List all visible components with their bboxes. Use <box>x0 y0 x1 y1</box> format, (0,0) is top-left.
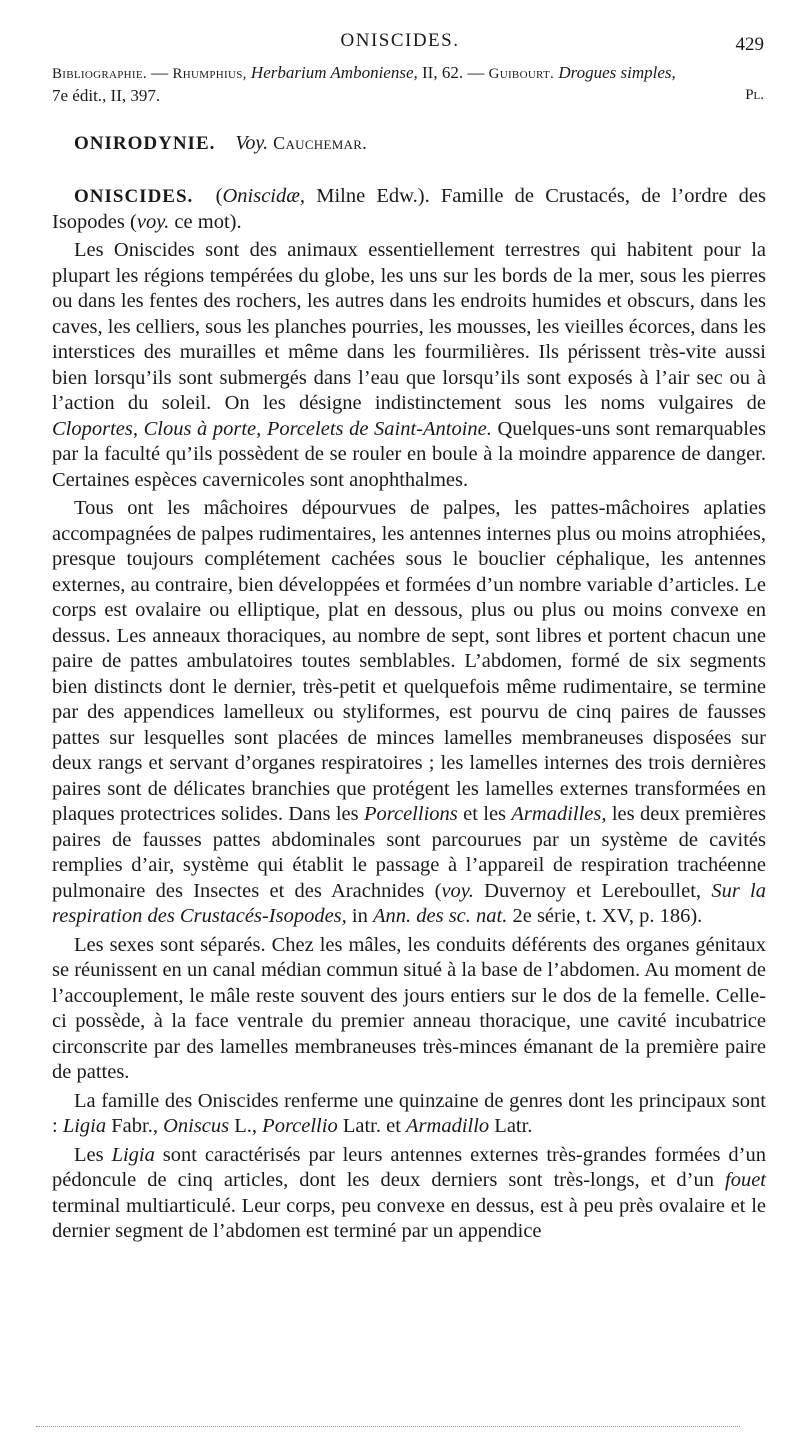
headword: ONIRODYNIE. <box>74 133 216 154</box>
bibliography-author: Guibourt. <box>488 66 555 82</box>
cross-reference-voy: Voy. <box>235 132 269 154</box>
genus-name: Porcellio <box>262 1115 338 1137</box>
paragraph <box>52 184 766 235</box>
genus-name: Oniscus <box>163 1115 230 1137</box>
paragraph: Les sexes sont séparés. Chez les mâles, les conduits déférents des organes génitaux se réunissent en un canal médian commun situé à la base de l’abdomen. Au moment de l’accouplement, le mâle reste souvent des jours entiers sur le dos de la femelle. Celle-ci possède, à la face ventrale du premier anneau thoracique, une cavité incubatrice circonscrite par des lamelles membraneuses très-minces émanant de la première paire de pattes. <box>52 933 766 1083</box>
latin-name: Oniscidæ, <box>222 185 306 207</box>
running-head: ONISCIDES. <box>340 30 460 51</box>
paragraph <box>52 1089 766 1140</box>
text-run: La famille des Oniscides renferme une quinzaine de genres dont les principaux sont : <box>52 1089 766 1137</box>
text-run: Milne Edw.). Famille de Crustacés, de l’ordre des Isopodes ( <box>52 185 767 233</box>
text-run: sont caractérisés par leurs antennes externes très-grandes formées d’un pédoncule de cinq articles, dont les deux derniers sont très-longs, et d’un <box>52 1143 766 1191</box>
genus-name: Ligia <box>111 1143 155 1166</box>
italic-run: voy. <box>441 879 474 902</box>
text-run: ( <box>215 185 223 207</box>
cross-reference-target: Cauchemar. <box>273 133 368 153</box>
text-run: 2e série, t. XV, p. 186). <box>507 905 703 927</box>
bibliography-dash: — <box>146 63 173 82</box>
text-run: Fabr., <box>106 1115 164 1137</box>
entry-onirodynie <box>74 132 367 155</box>
entry-oniscides <box>52 184 766 1245</box>
text-run: Les Oniscides sont des animaux essentiellement terrestres qui habitent pour la plupart les régions tempérées du globe, les uns sur les bords de la mer, sous les pierres ou dans les fentes des rochers, les autres dans les endroits humides et obscurs, dans les caves, les celliers, sous les planches pourries, les mousses, les vieilles écorces, dans les interstices des murailles et même dans les fourmilières. Ils périssent très-vite aussi bien lorsqu’ils sont submergés dans l’eau que lorsqu’ils sont exposés à l’air sec ou à l’action du soleil. On les désigne indistinctement sous les noms vulgaires de <box>52 239 766 414</box>
bibliography-ref: 7e édit., II, 397. <box>52 86 161 105</box>
paragraph <box>52 238 766 493</box>
text-run: L., <box>229 1115 263 1137</box>
text-run: ce mot). <box>169 210 242 233</box>
text-run: et les <box>457 803 512 825</box>
bibliography-dash: — <box>463 63 489 82</box>
text-run: Latr. et <box>337 1115 407 1137</box>
text-run: in <box>346 905 373 927</box>
bibliography-title: Drogues simples, <box>558 63 676 82</box>
text-run: Duvernoy et Lereboullet, <box>473 879 712 902</box>
paragraph <box>52 1143 766 1245</box>
bibliography-author: Rhumphius, <box>172 66 247 82</box>
genus-name: Armadillo <box>406 1115 490 1137</box>
text-run: les deux premières paires de fausses pattes abdominales sont parcourues par un système de cavités remplies d’air, système qui établit le passage à l’appareil de respiration trachéenne pulmonaire des Insectes et des Arachnides ( <box>52 803 766 902</box>
author-signature: Pl. <box>745 87 764 103</box>
bibliography-title: Herbarium Amboniense, <box>250 63 418 82</box>
italic-run: Sur la respiration des Crustacés-Isopodes, <box>52 879 766 927</box>
headword: ONISCIDES. <box>74 186 194 207</box>
text-run: terminal multiarticulé. Leur corps, peu convexe en dessus, est à peu près ovalaire et le dernier segment de l’abdomen est terminé par un appendice <box>52 1194 766 1242</box>
italic-run: Ann. des sc. nat. <box>372 905 508 927</box>
text-run: Latr. <box>489 1115 533 1137</box>
italic-run: Armadilles, <box>511 803 607 825</box>
page-number: 429 <box>735 34 764 55</box>
bibliography-label: Bibliographie. <box>52 66 147 82</box>
italic-run: Porcellions <box>363 803 458 825</box>
page-bottom-rule <box>36 1426 740 1427</box>
paragraph <box>52 496 766 930</box>
genus-name: Ligia <box>62 1115 107 1137</box>
text-run: Tous ont les mâchoires dépourvues de palpes, les pattes-mâchoires aplaties accompagnées de palpes rudimentaires, les antennes internes plus ou moins atrophiées, presque toujours complétement cachées sous le bouclier céphalique, les antennes externes, au contraire, bien développées et formées d’un nombre variable d’articles. Le corps est ovalaire ou elliptique, plat en dessous, plus ou plus ou moins convexe en dessus. Les anneaux thoraciques, au nombre de sept, sont libres et portent chacun une paire de pattes ambulatoires toutes semblables. L’abdomen, formé de six segments bien distincts dont le dernier, très-petit et quelquefois même rudimentaire, se termine par des appendices lamelleux ou styliformes, est pourvu de cinq paires de fausses pattes sur lesquelles sont placées de minces lamelles membraneuses disposées sur deux rangs et servant d’organes respiratoires ; les lamelles internes des trois dernières paires sont de délicates branchies que protégent les lamelles externes transformées en plaques protectrices solides. Dans les <box>52 497 766 825</box>
bibliography-ref: II, 62. <box>417 63 464 82</box>
text-run: Les <box>74 1143 112 1166</box>
italic-run: fouet <box>725 1169 766 1191</box>
italic-run: voy. <box>136 210 170 233</box>
text-run: Quelques-uns sont remarquables par la faculté qu’ils possèdent de se rouler en boule à la moindre apparence de danger. Certaines espèces cavernicoles sont anophthalmes. <box>52 417 766 491</box>
italic-run: Cloportes, Clous à porte, Porcelets de Saint-Antoine. <box>52 417 492 440</box>
bibliography-entry <box>52 62 764 106</box>
